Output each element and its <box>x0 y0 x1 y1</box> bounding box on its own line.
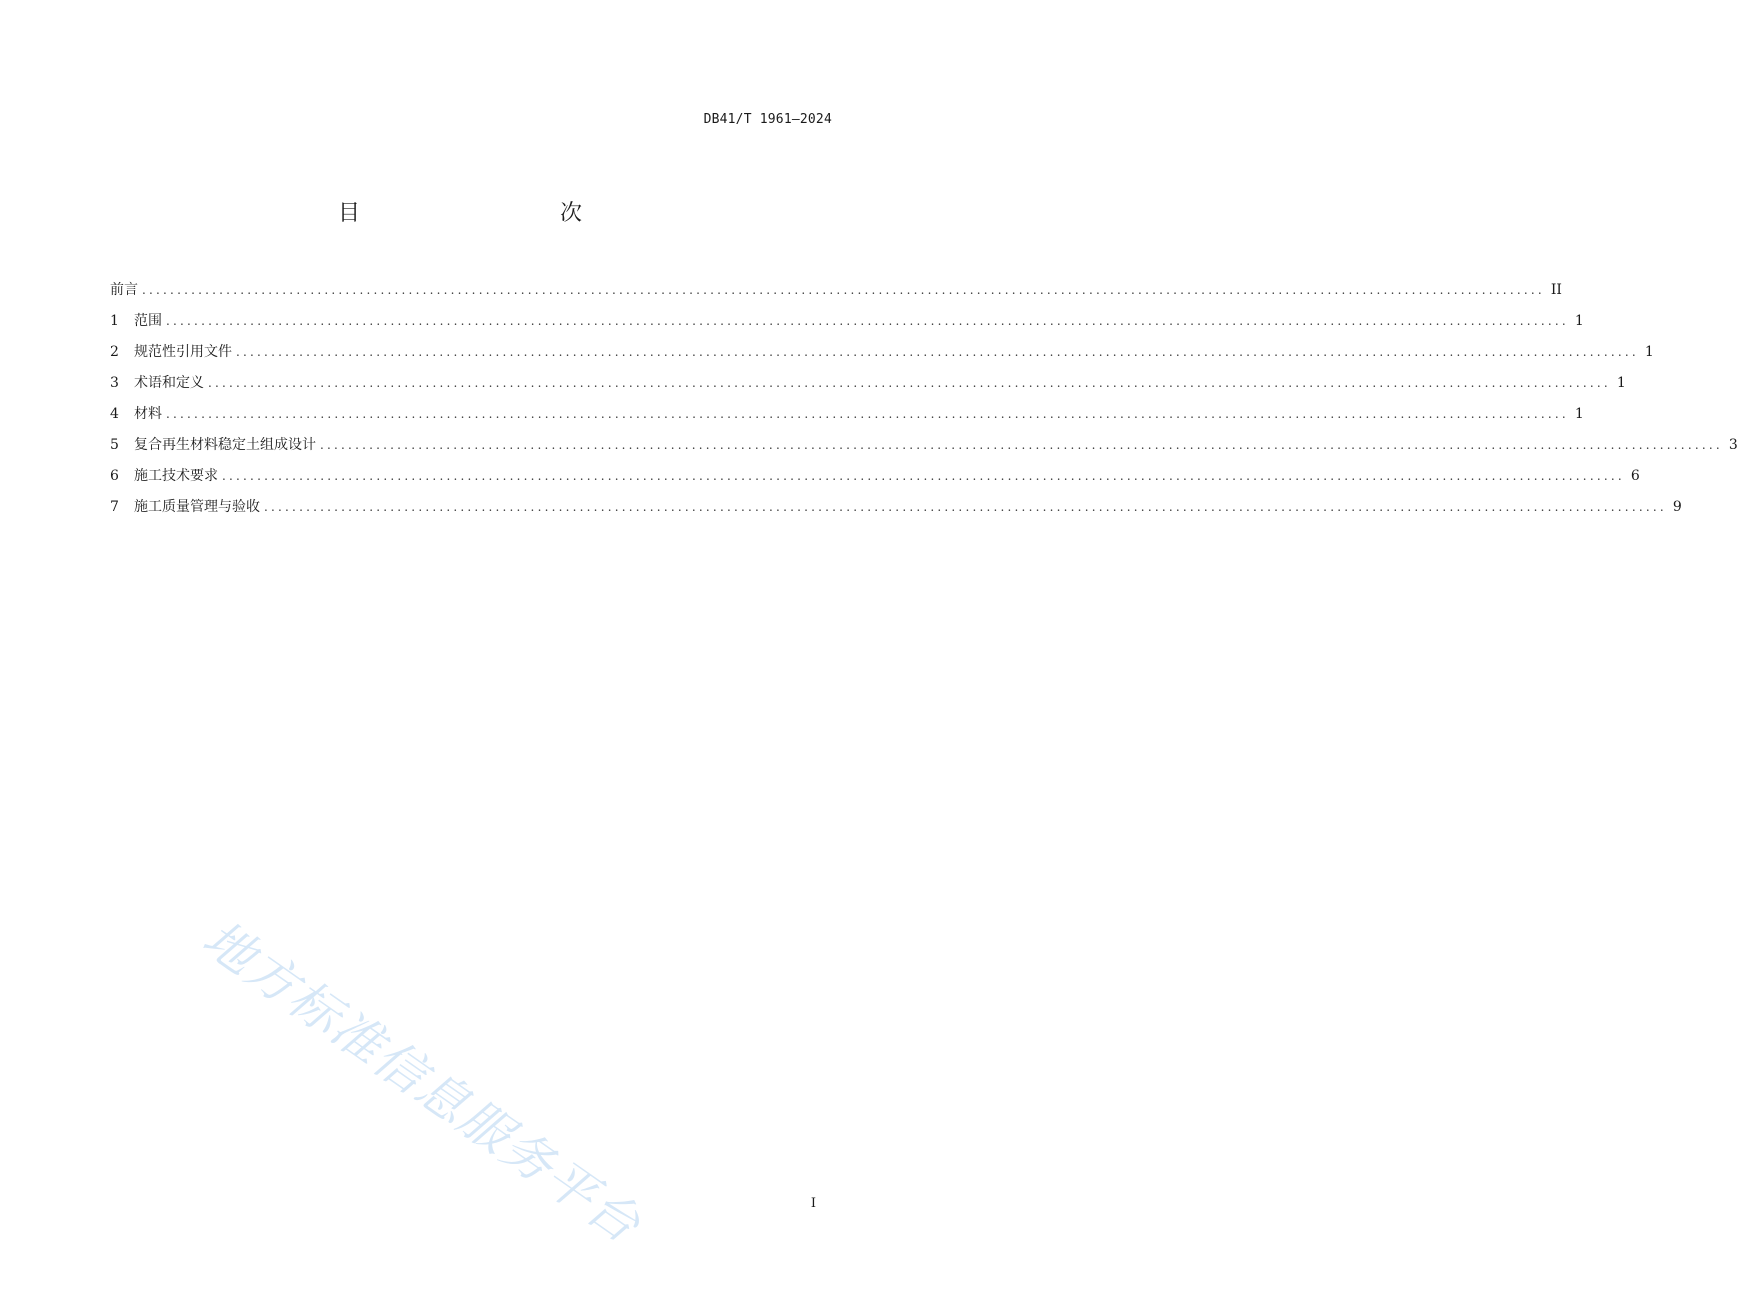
toc-entry-page: 1 <box>1616 375 1626 391</box>
toc-entry-label: 施工质量管理与验收 <box>134 499 260 515</box>
toc-entry-number: 5 <box>110 437 119 453</box>
page-number: I <box>810 1196 816 1211</box>
toc-entry[interactable] <box>110 373 1626 404</box>
toc-entry-label: 材料 <box>134 406 162 422</box>
watermark: 地方标准信息服务平台 <box>192 909 652 1255</box>
toc-entry[interactable] <box>110 466 1640 497</box>
toc-leader-dots: ........................................................................................................................................................................................................ <box>166 314 1569 328</box>
toc-leader-dots: ........................................................................................................................................................................................................ <box>222 469 1625 483</box>
toc-entry-label: 规范性引用文件 <box>134 344 232 360</box>
toc-entry-number: 3 <box>110 375 119 391</box>
toc-entry-number: 7 <box>110 499 119 515</box>
toc-entry[interactable] <box>110 342 1654 373</box>
toc-leader-dots: ........................................................................................................................................................................................................ <box>166 407 1569 421</box>
page-title: 目 次 <box>337 201 634 226</box>
toc-entry-page: 9 <box>1672 499 1682 515</box>
toc-entry-page: 3 <box>1728 437 1738 453</box>
toc-entry[interactable] <box>110 497 1682 528</box>
toc-entry-number: 2 <box>110 344 119 360</box>
document-code: DB41/T 1961—2024 <box>703 112 832 127</box>
toc-leader-dots: ........................................................................................................................................................................................................ <box>208 376 1611 390</box>
toc-leader-dots: ........................................................................................................................................................................................................ <box>142 283 1545 297</box>
toc-entry-label: 前言 <box>110 282 138 298</box>
toc-leader-dots: ........................................................................................................................................................................................................ <box>264 500 1667 514</box>
toc-entry-page: II <box>1550 282 1562 298</box>
toc-entry-number: 4 <box>110 406 119 422</box>
toc-entry-page: 6 <box>1630 468 1640 484</box>
toc-entry[interactable] <box>110 311 1584 342</box>
toc-entry-number: 1 <box>110 313 119 329</box>
toc-entry-label: 施工技术要求 <box>134 468 218 484</box>
toc-entry-page: 1 <box>1574 313 1584 329</box>
toc-entry-label: 术语和定义 <box>134 375 204 391</box>
toc-entry[interactable] <box>110 435 1738 466</box>
toc-entry-page: 1 <box>1644 344 1654 360</box>
toc-entry-number: 6 <box>110 468 119 484</box>
table-of-contents <box>110 280 1738 528</box>
toc-entry[interactable] <box>110 280 1562 311</box>
toc-entry-page: 1 <box>1574 406 1584 422</box>
toc-entry-label: 复合再生材料稳定土组成设计 <box>134 437 316 453</box>
toc-entry-label: 范围 <box>134 313 162 329</box>
toc-entry[interactable] <box>110 404 1584 435</box>
toc-leader-dots: ........................................................................................................................................................................................................ <box>320 438 1723 452</box>
toc-leader-dots: ........................................................................................................................................................................................................ <box>236 345 1639 359</box>
